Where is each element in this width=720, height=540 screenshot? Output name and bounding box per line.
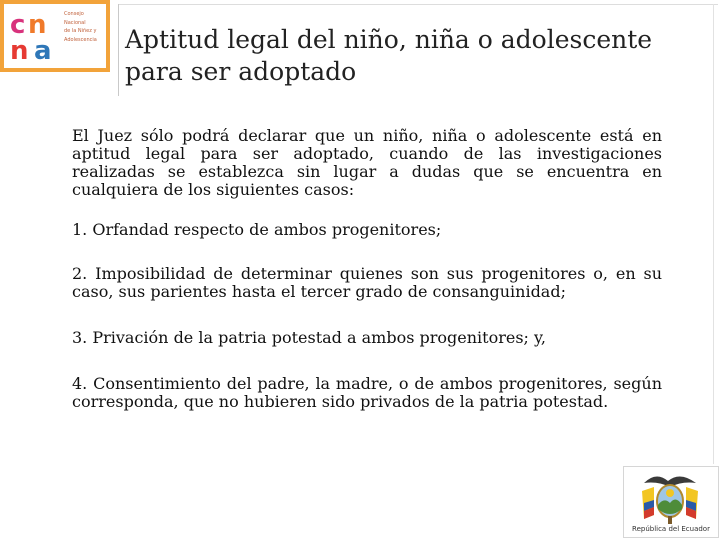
title-line-2: para ser adoptado <box>125 57 357 86</box>
page-title <box>125 24 705 88</box>
list-item: 3. Privación de la patria potestad a ambos progenitores; y, <box>72 328 547 347</box>
coat-of-arms-icon <box>638 469 702 525</box>
title-line-1: Aptitud legal del niño, niña o adolescente <box>125 25 653 54</box>
right-divider <box>713 4 714 464</box>
cnna-logo <box>0 0 118 78</box>
logo-letter-a: a <box>34 36 52 66</box>
ecuador-emblem <box>623 466 719 538</box>
logo-letter-n: n <box>28 10 47 40</box>
intro-paragraph: El Juez sólo podrá declarar que un niño, niña o adolescente está en aptitud legal para ser adoptado, cuando de las investigaciones realizadas se establezca sin lugar a dudas que se encuentra en cualquiera de los siguientes casos: <box>72 126 662 199</box>
logo-tagline: Consejo Nacional de la Niñez y Adolescencia <box>64 11 97 43</box>
list-item: 4. Consentimiento del padre, la madre, o de ambos progenitores, según corresponda, que no hubieren sido privados de la patria potestad. <box>72 374 662 411</box>
emblem-caption: República del Ecuador <box>632 525 710 533</box>
list-item: 1. Orfandad respecto de ambos progenitores; <box>72 220 442 239</box>
logo-letter-n: n <box>10 36 29 66</box>
logo-letter-c: c <box>10 10 26 40</box>
document-body <box>72 127 662 439</box>
logo-mark <box>6 6 60 66</box>
title-divider <box>118 4 124 96</box>
top-divider <box>118 4 718 5</box>
list-item: 2. Imposibilidad de determinar quienes son sus progenitores o, en su caso, sus parientes hasta el tercer grado de consanguinidad; <box>72 264 662 301</box>
